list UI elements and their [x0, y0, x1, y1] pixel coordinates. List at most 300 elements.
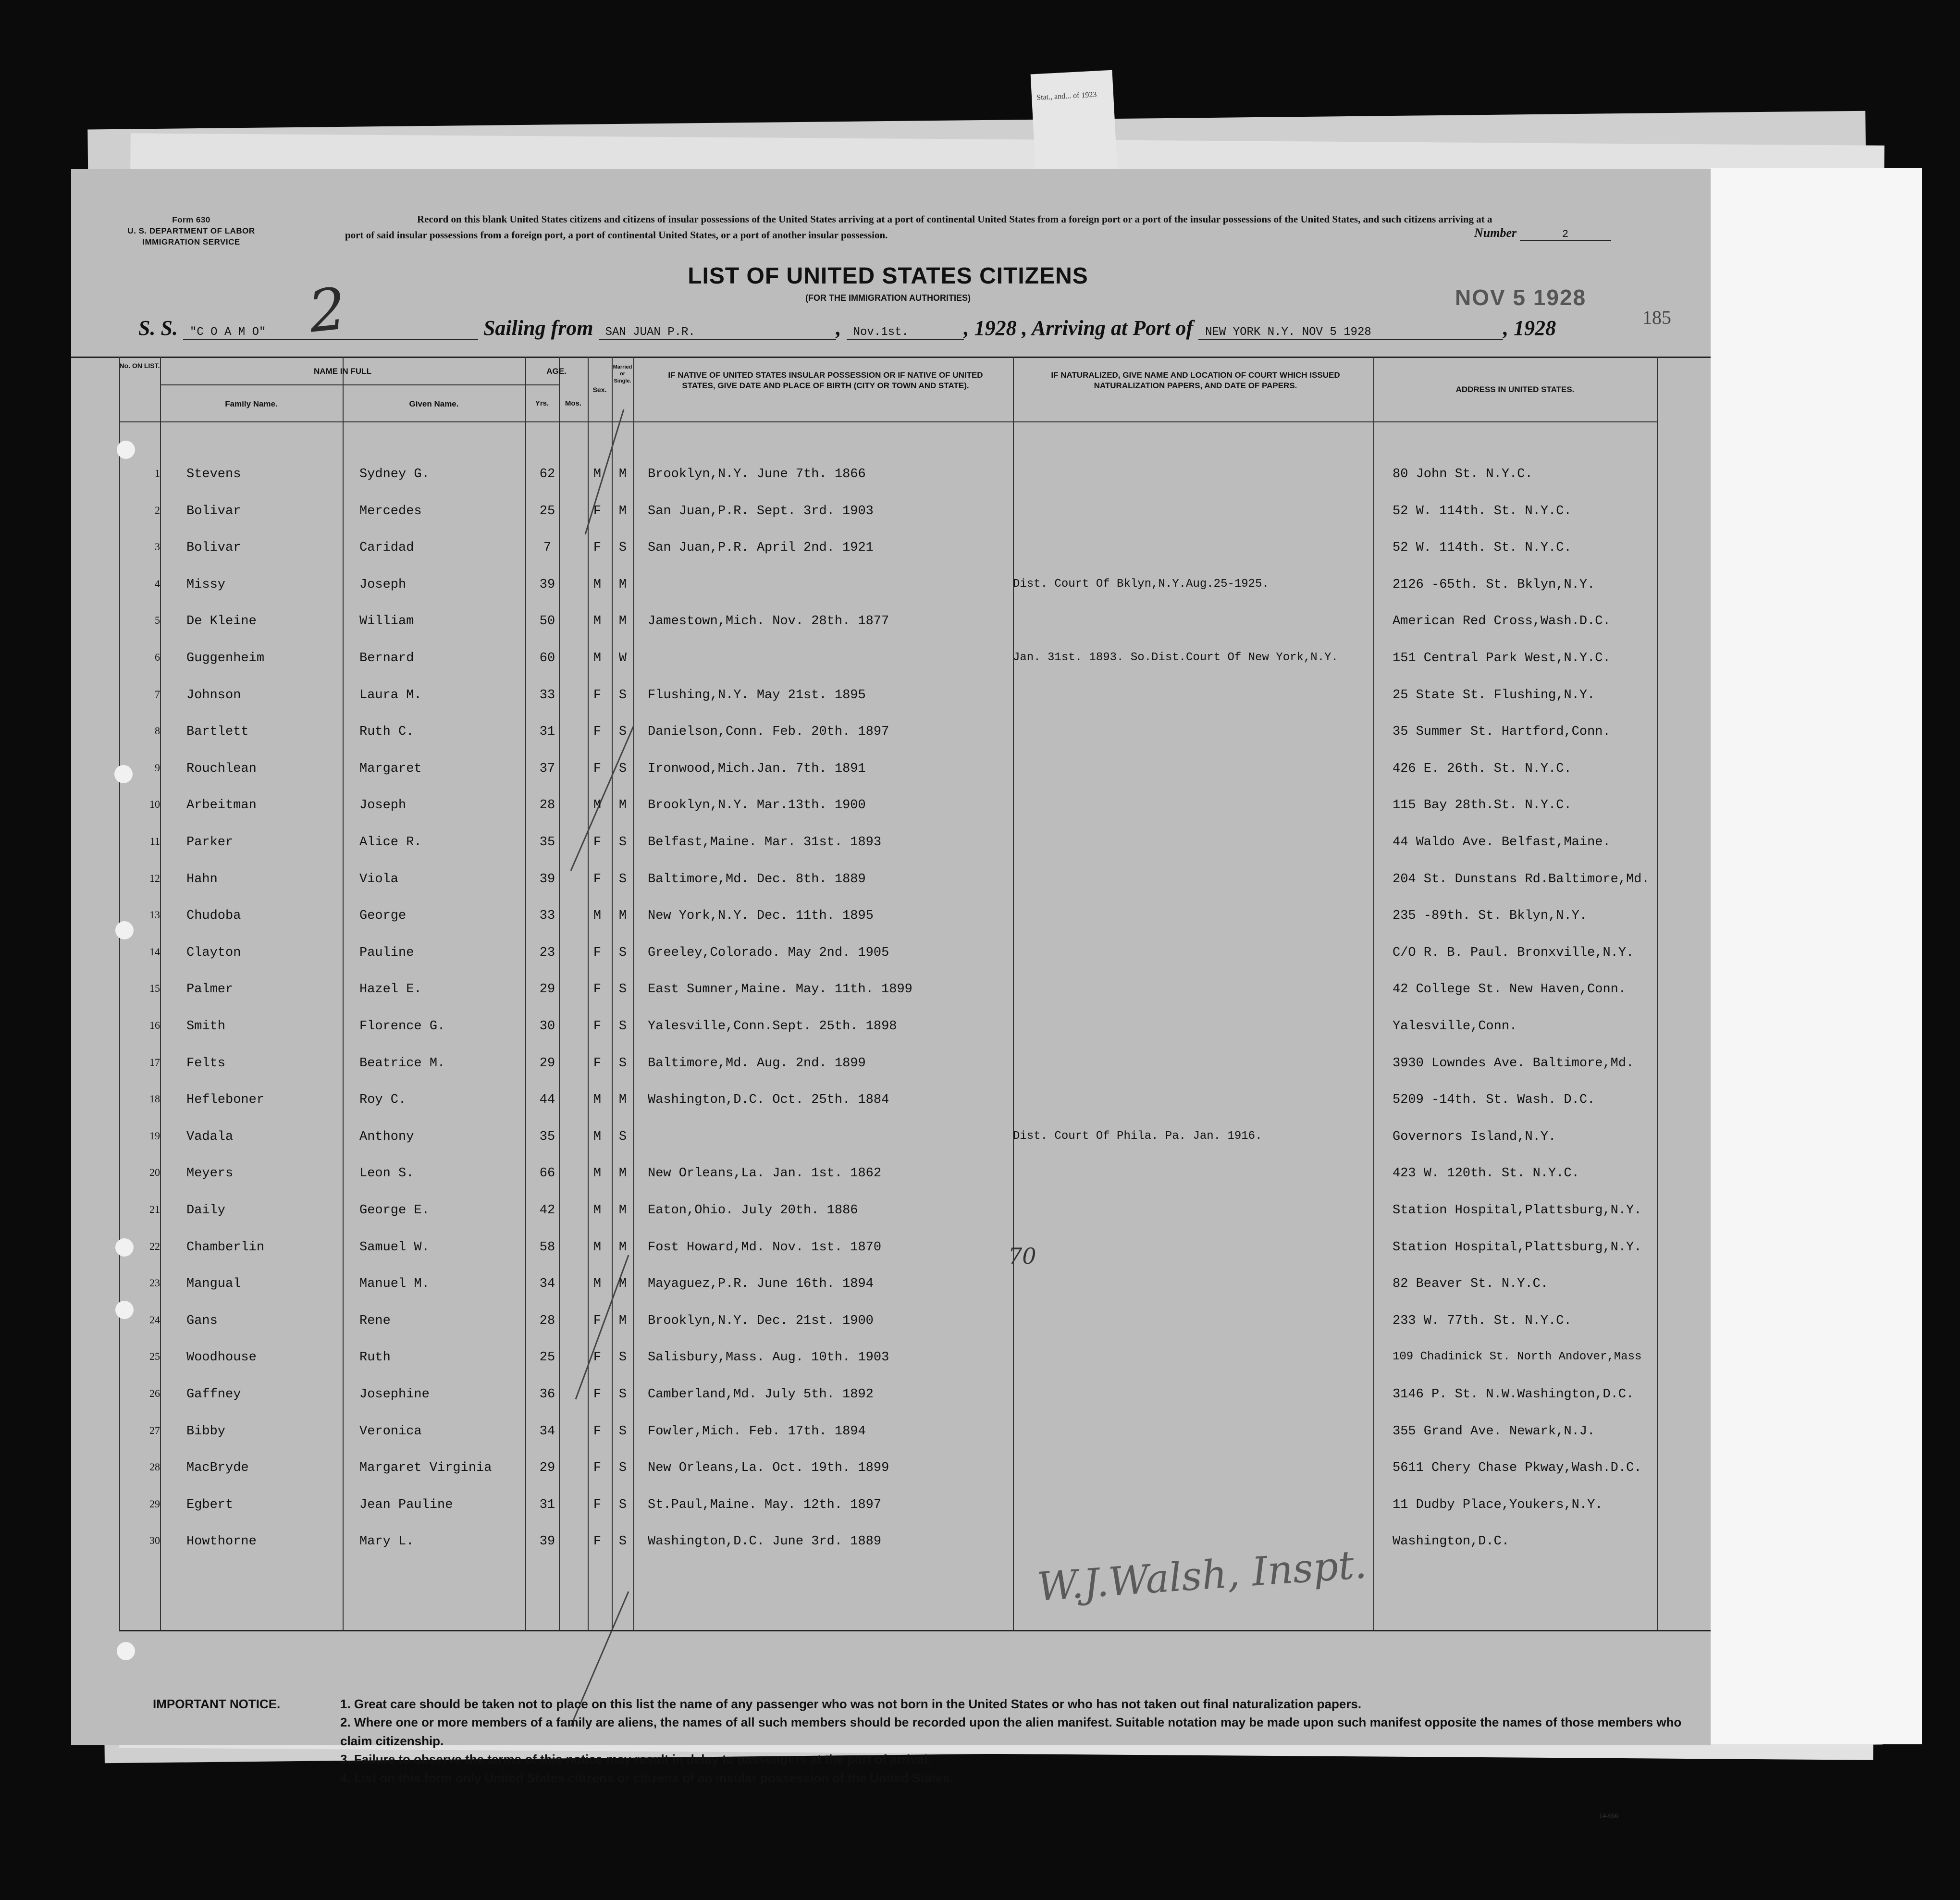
row-number: 18 [149, 1093, 160, 1105]
sex: M [593, 1240, 602, 1255]
table-bottom-rule [119, 1630, 1711, 1631]
form-instructions: Record on this blank United States citizens and citizens of insular possessions of the United States arriving at a port of continental United States from a foreign port or a port of the insular possessions of the United States, and such citizens arriving at a port of said insular possessions from a foreign port, a port of continental United States, or a port of another insular possession. [345, 213, 1492, 241]
birth-place-date: Fowler,Mich. Feb. 17th. 1894 [648, 1424, 866, 1439]
sex: M [593, 909, 602, 923]
birth-place-date: Yalesville,Conn.Sept. 25th. 1898 [648, 1019, 897, 1034]
family-name: Bolivar [186, 504, 241, 518]
sailing-port: SAN JUAN P.R. [599, 326, 836, 340]
sex: F [593, 872, 602, 887]
row-number: 26 [149, 1387, 160, 1399]
family-name: Meyers [186, 1166, 234, 1181]
row-number: 27 [149, 1424, 160, 1436]
row-number: 10 [149, 798, 160, 810]
page-number: 185 [1642, 307, 1671, 328]
table-row [71, 1314, 1711, 1333]
table-row [71, 798, 1711, 817]
given-name: Florence G. [359, 1019, 445, 1034]
us-address: 80 John St. N.Y.C. [1393, 467, 1533, 481]
given-name: Beatrice M. [359, 1056, 445, 1071]
us-address: 52 W. 114th. St. N.Y.C. [1393, 504, 1572, 518]
table-row [71, 1130, 1711, 1149]
given-name: Jean Pauline [359, 1498, 453, 1512]
age-years: 34 [539, 1277, 555, 1291]
age-years: 7 [543, 541, 552, 555]
given-name: Laura M. [359, 688, 422, 703]
age-years: 34 [539, 1424, 555, 1439]
row-number: 19 [149, 1130, 160, 1142]
row-number: 11 [149, 835, 160, 847]
age-years: 31 [539, 725, 555, 739]
given-name: Manuel M. [359, 1277, 430, 1291]
family-name: Missy [186, 578, 226, 592]
table-row [71, 1424, 1711, 1444]
marital-status: M [618, 798, 627, 813]
marital-status: S [618, 1019, 627, 1034]
row-number: 5 [155, 614, 160, 626]
family-name: Howthorne [186, 1534, 257, 1549]
row-number: 2 [155, 504, 160, 516]
sailing-label: Sailing from [483, 316, 593, 340]
table-row [71, 1387, 1711, 1406]
marital-status: S [618, 946, 627, 960]
family-name: Johnson [186, 688, 241, 703]
row-number: 23 [149, 1277, 160, 1289]
given-name: Mercedes [359, 504, 422, 518]
punch-hole [115, 1301, 134, 1319]
table-row [71, 982, 1711, 1001]
page-title: LIST OF UNITED STATES CITIZENS [688, 263, 1088, 289]
sex: F [593, 504, 602, 518]
form-number: Form 630 [172, 215, 210, 224]
sex: F [593, 1498, 602, 1512]
birth-place-date: Washington,D.C. Oct. 25th. 1884 [648, 1093, 889, 1107]
sex: M [593, 1166, 602, 1181]
given-name: Anthony [359, 1130, 414, 1144]
table-row [71, 1350, 1711, 1369]
notice-item [153, 1695, 1690, 1713]
age-years: 58 [539, 1240, 555, 1255]
sex: M [593, 1093, 602, 1107]
table-row [71, 835, 1711, 854]
birth-place-date: San Juan,P.R. Sept. 3rd. 1903 [648, 504, 874, 518]
table-row [71, 1166, 1711, 1185]
given-name: Pauline [359, 946, 414, 960]
table-row [71, 1534, 1711, 1554]
us-address: 52 W. 114th. St. N.Y.C. [1393, 541, 1572, 555]
given-name: Caridad [359, 541, 414, 555]
row-number: 6 [155, 651, 160, 663]
sex: F [593, 1461, 602, 1475]
sex: F [593, 946, 602, 960]
number-label: Number [1474, 226, 1517, 240]
us-address: 82 Beaver St. N.Y.C. [1393, 1277, 1549, 1291]
us-address: 5209 -14th. St. Wash. D.C. [1393, 1093, 1595, 1107]
marital-status: S [618, 762, 627, 776]
age-years: 50 [539, 614, 555, 629]
marital-status: S [618, 1534, 627, 1549]
table-row [71, 1240, 1711, 1259]
age-years: 29 [539, 1461, 555, 1475]
inspector-signature: W.J.Walsh, Inspt. [1035, 1542, 1368, 1610]
handwritten-number: 2 [305, 275, 349, 346]
birth-place-date: Washington,D.C. June 3rd. 1889 [648, 1534, 882, 1549]
birth-place-date: Brooklyn,N.Y. June 7th. 1866 [648, 467, 866, 481]
table-row [71, 504, 1711, 523]
family-name: Gaffney [186, 1387, 241, 1402]
sailing-year: 1928 [974, 316, 1017, 340]
family-name: Egbert [186, 1498, 234, 1512]
marital-status: M [618, 504, 627, 518]
us-address: 204 St. Dunstans Rd.Baltimore,Md. [1393, 872, 1650, 887]
paper-stub: Stat., and... of 1923 [1031, 70, 1118, 175]
row-number: 20 [149, 1166, 160, 1178]
age-years: 36 [539, 1387, 555, 1402]
row-number: 30 [149, 1534, 160, 1546]
given-name: Mary L. [359, 1534, 414, 1549]
family-name: Stevens [186, 467, 241, 481]
given-name: Ruth C. [359, 725, 414, 739]
sex: F [593, 1534, 602, 1549]
birth-place-date: Camberland,Md. July 5th. 1892 [648, 1387, 874, 1402]
table-row [71, 872, 1711, 891]
given-name: Bernard [359, 651, 414, 666]
us-address: 115 Bay 28th.St. N.Y.C. [1393, 798, 1572, 813]
notice-item: 4. List on this form only United States citizens or citizens of an insular possession of the United States. [340, 1770, 953, 1785]
family-name: De Kleine [186, 614, 257, 629]
arrival-port: NEW YORK N.Y. NOV 5 1928 [1198, 326, 1503, 340]
sex: F [593, 1056, 602, 1071]
margin-mark: 70 [1008, 1243, 1036, 1269]
sailing-date: Nov.1st. [847, 326, 964, 340]
attached-blank-sheet [1711, 168, 1922, 1744]
us-address: 42 College St. New Haven,Conn. [1393, 982, 1627, 997]
row-number: 22 [149, 1240, 160, 1252]
given-name: William [359, 614, 414, 629]
birth-place-date: Brooklyn,N.Y. Dec. 21st. 1900 [648, 1314, 874, 1328]
sex: F [593, 835, 602, 850]
marital-status: M [618, 578, 627, 592]
birth-place-date: Baltimore,Md. Dec. 8th. 1889 [648, 872, 866, 887]
birth-place-date: Salisbury,Mass. Aug. 10th. 1903 [648, 1350, 889, 1365]
sex: M [593, 1277, 602, 1291]
birth-place-date: Greeley,Colorado. May 2nd. 1905 [648, 946, 889, 960]
age-years: 39 [539, 578, 555, 592]
date-stamp: NOV 5 1928 [1455, 285, 1587, 310]
marital-status: W [618, 651, 627, 666]
us-address: American Red Cross,Wash.D.C. [1393, 614, 1611, 629]
sex: F [593, 725, 602, 739]
header-months: Mos. [565, 399, 582, 407]
arriving-label: , Arriving at Port of [1022, 316, 1194, 340]
family-name: Daily [186, 1203, 226, 1218]
row-number: 9 [155, 762, 160, 774]
table-row [71, 1093, 1711, 1112]
sex: M [593, 578, 602, 592]
sex: M [593, 614, 602, 629]
header-family-name: Family Name. [225, 399, 278, 408]
given-name: Rene [359, 1314, 391, 1328]
marital-status: S [618, 872, 627, 887]
given-name: Margaret Virginia [359, 1461, 492, 1475]
marital-status: M [618, 467, 627, 481]
family-name: Vadala [186, 1130, 234, 1144]
table-row [71, 541, 1711, 560]
family-name: Chudoba [186, 909, 241, 923]
marital-status: M [618, 1093, 627, 1107]
us-address: 233 W. 77th. St. N.Y.C. [1393, 1314, 1572, 1328]
family-name: Bartlett [186, 725, 249, 739]
marital-status: M [618, 614, 627, 629]
family-name: Guggenheim [186, 651, 265, 666]
sex: F [593, 1314, 602, 1328]
birth-place-date: Brooklyn,N.Y. Mar.13th. 1900 [648, 798, 866, 813]
marital-status: M [618, 1166, 627, 1181]
row-number: 1 [155, 467, 160, 479]
us-address: 151 Central Park West,N.Y.C. [1393, 651, 1611, 666]
ss-label: S. S. [138, 316, 178, 340]
family-name: Parker [186, 835, 234, 850]
marital-status: S [618, 688, 627, 703]
family-name: Woodhouse [186, 1350, 257, 1365]
marital-status: S [618, 1350, 627, 1365]
sex: F [593, 541, 602, 555]
row-number: 8 [155, 725, 160, 737]
family-name: MacBryde [186, 1461, 249, 1475]
row-number: 12 [149, 872, 160, 884]
given-name: George E. [359, 1203, 430, 1218]
birth-place-date: Danielson,Conn. Feb. 20th. 1897 [648, 725, 889, 739]
us-address: 355 Grand Ave. Newark,N.J. [1393, 1424, 1595, 1439]
marital-status: M [618, 1203, 627, 1218]
marital-status: S [618, 1461, 627, 1475]
age-years: 33 [539, 688, 555, 703]
punch-hole [117, 1642, 135, 1660]
family-name: Smith [186, 1019, 226, 1034]
header-no-on-list: No. ON LIST. [119, 362, 160, 370]
birth-place-date: East Sumner,Maine. May. 11th. 1899 [648, 982, 912, 997]
age-years: 23 [539, 946, 555, 960]
marital-status: S [618, 982, 627, 997]
age-years: 39 [539, 1534, 555, 1549]
marital-status: S [618, 1130, 627, 1144]
given-name: Alice R. [359, 835, 422, 850]
punch-hole [114, 765, 133, 783]
us-address: 11 Dudby Place,Youkers,N.Y. [1393, 1498, 1603, 1512]
age-years: 31 [539, 1498, 555, 1512]
birth-place-date: Baltimore,Md. Aug. 2nd. 1899 [648, 1056, 866, 1071]
family-name: Arbeitman [186, 798, 257, 813]
age-years: 25 [539, 1350, 555, 1365]
us-address: Station Hospital,Plattsburg,N.Y. [1393, 1240, 1642, 1255]
given-name: Roy C. [359, 1093, 407, 1107]
birth-place-date: New York,N.Y. Dec. 11th. 1895 [648, 909, 874, 923]
row-number: 3 [155, 541, 160, 553]
age-years: 29 [539, 982, 555, 997]
row-number: 24 [149, 1314, 160, 1326]
sex: F [593, 762, 602, 776]
voyage-line: S. S. "C O A M O" Sailing from SAN JUAN P.R. , Nov.1st. , 1928 , Arriving at Port of NEW YORK N.Y. NOV 5 1928 , 1928 [138, 316, 1556, 340]
table-row [71, 578, 1711, 597]
form-identifier [105, 215, 278, 248]
table-row [71, 688, 1711, 707]
number-value: 2 [1520, 228, 1611, 241]
marital-status: M [618, 1314, 627, 1328]
row-number: 28 [149, 1461, 160, 1473]
table-row [71, 467, 1711, 486]
given-name: George [359, 909, 407, 923]
department-name: U. S. DEPARTMENT OF LABOR [127, 226, 255, 235]
family-name: Hahn [186, 872, 218, 887]
age-years: 62 [539, 467, 555, 481]
row-number: 21 [149, 1203, 160, 1215]
table-row [71, 1498, 1711, 1517]
given-name: Sydney G. [359, 467, 430, 481]
table-top-rule [71, 357, 1711, 358]
header-age: AGE. [546, 367, 567, 376]
given-name: Joseph [359, 798, 407, 813]
header-years: Yrs. [535, 399, 549, 407]
us-address: 235 -89th. St. Bklyn,N.Y. [1393, 909, 1588, 923]
age-years: 28 [539, 798, 555, 813]
header-naturalization: IF NATURALIZED, GIVE NAME AND LOCATION OF COURT WHICH ISSUED NATURALIZATION PAPERS, AND DATE OF PAPERS. [1051, 370, 1340, 391]
header-bottom-rule [119, 421, 1657, 422]
sex: F [593, 982, 602, 997]
sex: F [593, 688, 602, 703]
sex: M [593, 1203, 602, 1218]
table-row [71, 614, 1711, 633]
punch-hole [115, 921, 134, 939]
naturalization-court: Jan. 31st. 1893. So.Dist.Court Of New York,N.Y. [1013, 651, 1338, 664]
header-name-in-full: NAME IN FULL [314, 367, 371, 376]
age-years: 60 [539, 651, 555, 666]
marital-status: M [618, 1277, 627, 1291]
important-notice [153, 1695, 1690, 1787]
us-address: Governors Island,N.Y. [1393, 1130, 1556, 1144]
age-years: 66 [539, 1166, 555, 1181]
us-address: 44 Waldo Ave. Belfast,Maine. [1393, 835, 1611, 850]
given-name: Margaret [359, 762, 422, 776]
row-number: 29 [149, 1498, 160, 1510]
list-number [1474, 226, 1611, 241]
header-sex: Sex. [592, 386, 607, 394]
family-name: Gans [186, 1314, 218, 1328]
header-subrule [160, 384, 559, 385]
age-years: 28 [539, 1314, 555, 1328]
row-number: 16 [149, 1019, 160, 1031]
table-row [71, 1019, 1711, 1038]
sex: F [593, 1424, 602, 1439]
us-address: 423 W. 120th. St. N.Y.C. [1393, 1166, 1579, 1181]
birth-place-date: Fost Howard,Md. Nov. 1st. 1870 [648, 1240, 882, 1255]
us-address: Washington,D.C. [1393, 1534, 1510, 1549]
given-name: Samuel W. [359, 1240, 430, 1255]
age-years: 39 [539, 872, 555, 887]
birth-place-date: Belfast,Maine. Mar. 31st. 1893 [648, 835, 882, 850]
given-name: Hazel E. [359, 982, 422, 997]
table-row [71, 762, 1711, 781]
notice-lead: IMPORTANT NOTICE. [153, 1697, 281, 1711]
marital-status: S [618, 725, 627, 739]
notice-item: 2. Where one or more members of a family are aliens, the names of all such members should be recorded upon the alien manifest. Suitable notation may be made upon such manifest opposite the names of those members who claim citizenship. [340, 1715, 1682, 1748]
header-given-name: Given Name. [409, 399, 459, 408]
sex: F [593, 1019, 602, 1034]
us-address: 25 State St. Flushing,N.Y. [1393, 688, 1595, 703]
age-years: 44 [539, 1093, 555, 1107]
marital-status: S [618, 541, 627, 555]
marital-status: S [618, 1387, 627, 1402]
family-name: Clayton [186, 946, 241, 960]
arrival-year: 1928 [1514, 316, 1556, 340]
age-years: 29 [539, 1056, 555, 1071]
family-name: Hefleboner [186, 1093, 265, 1107]
given-name: Viola [359, 872, 399, 887]
family-name: Mangual [186, 1277, 241, 1291]
marital-status: M [618, 1240, 627, 1255]
us-address: 426 E. 26th. St. N.Y.C. [1393, 762, 1572, 776]
row-number: 13 [149, 909, 160, 921]
notice-item: 3. Failure to observe the terms of this notice may result in delay to passengers at the port of arrival. [340, 1752, 931, 1767]
sex: M [593, 467, 602, 481]
birth-place-date: Flushing,N.Y. May 21st. 1895 [648, 688, 866, 703]
age-years: 37 [539, 762, 555, 776]
row-number: 7 [155, 688, 160, 700]
birth-place-date: Mayaguez,P.R. June 16th. 1894 [648, 1277, 874, 1291]
age-years: 35 [539, 835, 555, 850]
sex: F [593, 1350, 602, 1365]
us-address: 3930 Lowndes Ave. Baltimore,Md. [1393, 1056, 1634, 1071]
table-row [71, 1461, 1711, 1480]
row-number: 25 [149, 1350, 160, 1362]
table-row [71, 1203, 1711, 1222]
family-name: Palmer [186, 982, 234, 997]
sex: M [593, 1130, 602, 1144]
age-years: 30 [539, 1019, 555, 1034]
row-number: 14 [149, 946, 160, 958]
birth-place-date: New Orleans,La. Jan. 1st. 1862 [648, 1166, 882, 1181]
table-row [71, 1056, 1711, 1075]
marital-status: S [618, 1056, 627, 1071]
family-name: Felts [186, 1056, 226, 1071]
given-name: Leon S. [359, 1166, 414, 1181]
marital-status: S [618, 835, 627, 850]
given-name: Joseph [359, 578, 407, 592]
family-name: Bibby [186, 1424, 226, 1439]
ship-name: "C O A M O" [183, 326, 478, 340]
age-years: 35 [539, 1130, 555, 1144]
us-address: 35 Summer St. Hartford,Conn. [1393, 725, 1611, 739]
notice-item-text: 1. Great care should be taken not to place on this list the name of any passenger who was not born in the United States or who has not taken out final naturalization papers. [340, 1697, 1362, 1711]
us-address: Station Hospital,Plattsburg,N.Y. [1393, 1203, 1642, 1218]
naturalization-court: Dist. Court Of Phila. Pa. Jan. 1916. [1013, 1130, 1262, 1143]
table-row [71, 725, 1711, 744]
us-address: 2126 -65th. St. Bklyn,N.Y. [1393, 578, 1595, 592]
us-address: C/O R. B. Paul. Bronxville,N.Y. [1393, 946, 1634, 960]
service-name: IMMIGRATION SERVICE [142, 237, 240, 247]
given-name: Ruth [359, 1350, 391, 1365]
header-married-single: Married or Single. [613, 364, 632, 384]
family-name: Rouchlean [186, 762, 257, 776]
birth-place-date: San Juan,P.R. April 2nd. 1921 [648, 541, 874, 555]
family-name: Chamberlin [186, 1240, 265, 1255]
table-row [71, 1277, 1711, 1296]
birth-place-date: Jamestown,Mich. Nov. 28th. 1877 [648, 614, 889, 629]
us-address: 5611 Chery Chase Pkway,Wash.D.C. [1393, 1461, 1642, 1475]
row-number: 17 [149, 1056, 160, 1068]
row-number: 15 [149, 982, 160, 994]
us-address: 109 Chadinick St. North Andover,Mass [1393, 1350, 1642, 1363]
table-row [71, 651, 1711, 670]
header-address: ADDRESS IN UNITED STATES. [1455, 385, 1575, 394]
